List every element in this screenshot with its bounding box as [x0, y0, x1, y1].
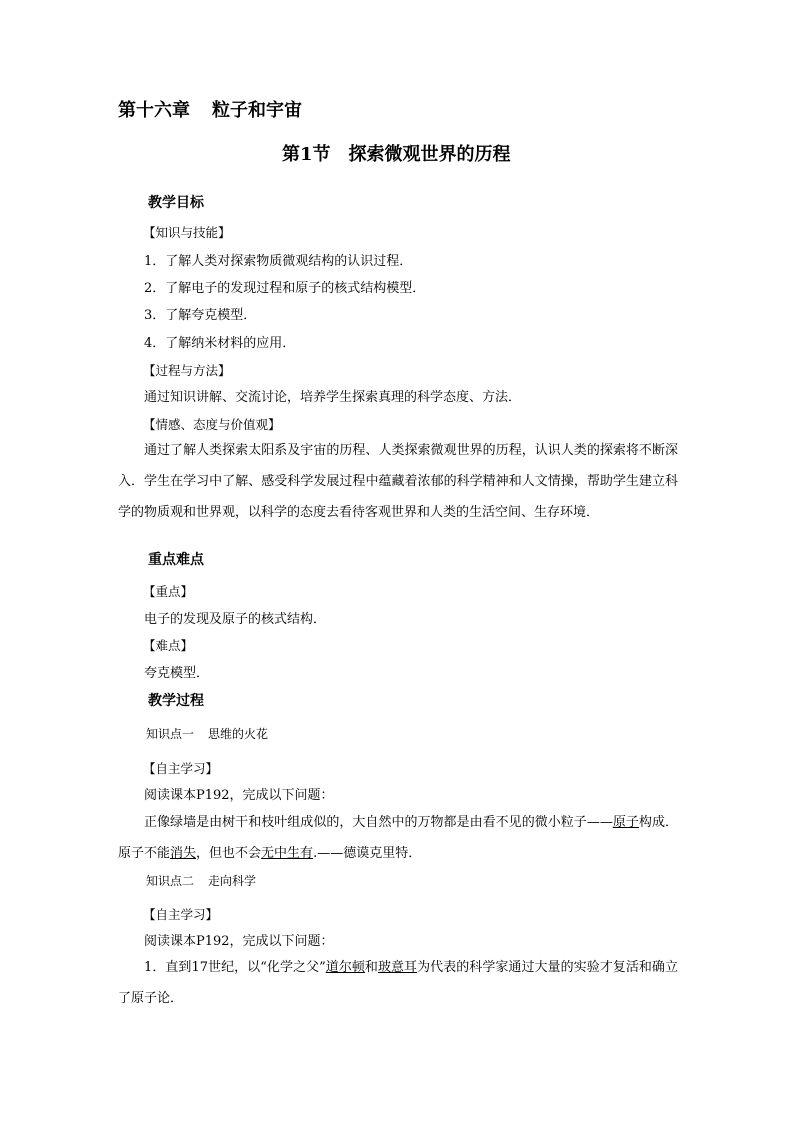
kp2-self-study-label: 【自主学习】: [143, 907, 219, 922]
section-name: 探索微观世界的历程: [348, 144, 511, 165]
kp1-blank-2: 消失: [170, 846, 197, 861]
chapter-name: 粒子和宇宙: [212, 100, 302, 121]
attitude-paragraph: 通过了解人类探索太阳系及宇宙的历程、人类探索微观世界的历程，认识人类的探索将不断深入．学生在学习中了解、感受科学发展过程中蕴藏着浓郁的科学精神和人文情操，帮助学生建立科学的物质观和世界观，以科学的态度去看待客观世界和人类的生活空间、生存环境．: [118, 443, 678, 520]
attitude-label: 【情感、态度与价值观】: [143, 417, 281, 432]
kp2-label: 知识点二: [146, 874, 195, 888]
process-heading: 教学过程: [148, 693, 204, 709]
kp2-paragraph: [118, 952, 678, 1014]
kp1-instruction: 阅读课本P192，完成以下问题：: [144, 788, 334, 803]
kp1-label: 知识点一: [146, 727, 195, 741]
kp2-blank-2: 玻意耳: [377, 960, 418, 975]
section-title: [282, 143, 511, 167]
chapter-title: [118, 99, 302, 123]
objectives-heading: 教学目标: [148, 195, 204, 211]
kp1-paragraph: [118, 807, 678, 869]
kp1-self-study-label: 【自主学习】: [143, 761, 219, 776]
kp1-text-d: .——德谟克里特．: [313, 846, 422, 861]
kp1-blank-3: 无中生有: [261, 846, 314, 861]
knowledge-item-2: 2．了解电子的发现过程和原子的核式结构模型．: [144, 281, 426, 296]
kp2-title: 走向科学: [208, 874, 257, 888]
kp2-text-a: 1．直到17世纪，以“化学之父”: [144, 960, 326, 975]
knowledge-point-2: [146, 872, 256, 890]
knowledge-label: 【知识与技能】: [143, 225, 231, 240]
difficulty-label: 【难点】: [143, 638, 194, 653]
kp1-blank-1: 原子: [612, 815, 639, 830]
chapter-number: 第十六章: [118, 100, 190, 121]
knowledge-item-4: 4．了解纳米材料的应用．: [144, 336, 296, 351]
kp2-instruction: 阅读课本P192，完成以下问题：: [144, 934, 334, 949]
kp2-text-c: 为代表的科学家通过大量的实验才复活和确立了原子论．: [118, 960, 678, 1006]
kp1-text-a: 正像绿墙是由树干和枝叶组成似的，大自然中的万物都是由看不见的微小粒子——: [144, 815, 613, 830]
kp1-text-b: 构成．原子不能: [118, 815, 678, 861]
process-method-label: 【过程与方法】: [143, 363, 231, 378]
knowledge-point-1: [146, 725, 268, 743]
kp1-text-c: ，但也不会: [196, 846, 262, 861]
focus-label: 【重点】: [143, 584, 194, 599]
difficulty-text: 夸克模型．: [144, 666, 210, 681]
section-number: 第1节: [282, 144, 331, 165]
kp2-blank-1: 道尔顿: [325, 960, 365, 975]
key-points-heading: 重点难点: [148, 552, 204, 568]
knowledge-item-1: 1．了解人类对探索物质微观结构的认识过程．: [144, 254, 413, 269]
process-method-text: 通过知识讲解、交流讨论，培养学生探索真理的科学态度、方法．: [144, 390, 522, 405]
kp1-title: 思维的火花: [208, 727, 269, 741]
focus-text: 电子的发现及原子的核式结构．: [144, 612, 327, 627]
knowledge-item-3: 3．了解夸克模型．: [144, 308, 257, 323]
kp2-text-b: 和: [364, 960, 378, 975]
